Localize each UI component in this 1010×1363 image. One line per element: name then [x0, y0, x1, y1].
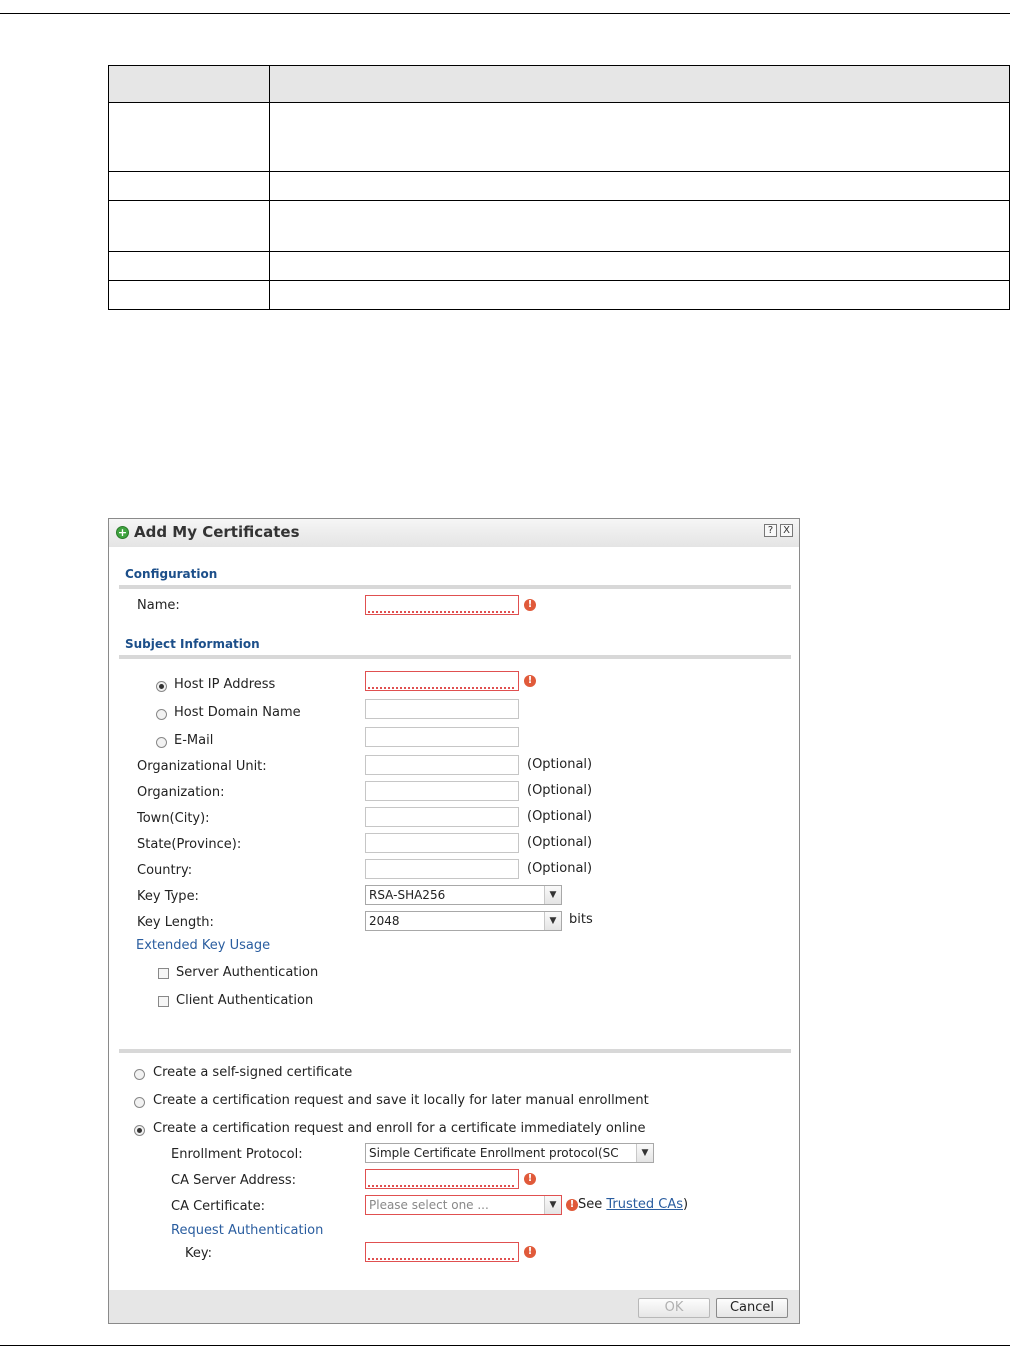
required-warning-icon: !	[524, 675, 536, 687]
self-signed-radio[interactable]	[134, 1069, 145, 1080]
host-ip-input[interactable]	[365, 671, 519, 691]
enrollment-protocol-select[interactable]	[365, 1143, 654, 1163]
page-header-rule	[0, 13, 1010, 14]
cancel-button[interactable]: Cancel	[716, 1298, 788, 1318]
table-row	[109, 252, 1010, 281]
table-header-row	[109, 66, 1010, 103]
required-warning-icon: !	[524, 1246, 536, 1258]
enroll-online-radio[interactable]	[134, 1125, 145, 1136]
required-warning-icon: !	[524, 1173, 536, 1185]
ca-certificate-placeholder: Please select one ...	[369, 1198, 489, 1212]
key-length-select[interactable]	[365, 911, 562, 931]
ca-certificate-label: CA Certificate:	[171, 1199, 266, 1214]
dialog-footer	[109, 1290, 799, 1324]
host-domain-label: Host Domain Name	[174, 705, 301, 720]
chevron-down-icon: ▼	[544, 1196, 561, 1214]
ok-button[interactable]: OK	[638, 1298, 710, 1318]
request-authentication-label: Request Authentication	[171, 1223, 324, 1238]
close-paren: )	[683, 1197, 689, 1212]
save-locally-radio[interactable]	[134, 1097, 145, 1108]
enroll-online-label: Create a certification request and enroll for a certificate immediately online	[153, 1121, 646, 1136]
help-icon[interactable]: ?	[764, 524, 777, 537]
bits-label: bits	[569, 912, 593, 927]
extended-key-usage-label: Extended Key Usage	[136, 938, 271, 953]
key-length-value: 2048	[369, 914, 400, 928]
enrollment-protocol-value: Simple Certificate Enrollment protocol(SC	[369, 1146, 619, 1160]
email-input[interactable]	[365, 727, 519, 747]
dialog-title: Add My Certificates	[134, 523, 300, 541]
name-label: Name:	[137, 598, 180, 613]
org-unit-label: Organizational Unit:	[137, 759, 267, 774]
state-input[interactable]	[365, 833, 519, 853]
ca-server-label: CA Server Address:	[171, 1173, 297, 1188]
required-warning-icon: !	[524, 599, 536, 611]
table-row	[109, 103, 1010, 172]
trusted-cas-note	[578, 1197, 688, 1212]
page-footer-rule	[0, 1345, 1010, 1346]
optional-note: (Optional)	[527, 809, 593, 824]
state-label: State(Province):	[137, 837, 242, 852]
server-auth-label: Server Authentication	[176, 965, 319, 980]
table-row	[109, 201, 1010, 252]
host-domain-input[interactable]	[365, 699, 519, 719]
table-row	[109, 172, 1010, 201]
required-warning-icon: !	[566, 1199, 578, 1211]
chevron-down-icon: ▼	[636, 1144, 653, 1162]
optional-note: (Optional)	[527, 757, 593, 772]
town-label: Town(City):	[137, 811, 210, 826]
section-divider	[119, 585, 791, 589]
name-input[interactable]	[365, 595, 519, 615]
ca-server-input[interactable]	[365, 1169, 519, 1189]
client-auth-label: Client Authentication	[176, 993, 314, 1008]
trusted-cas-link[interactable]: Trusted CAs	[606, 1197, 684, 1212]
chevron-down-icon: ▼	[544, 886, 561, 904]
section-divider	[119, 1049, 791, 1053]
organization-label: Organization:	[137, 785, 225, 800]
key-type-label: Key Type:	[137, 889, 199, 904]
close-icon[interactable]: X	[780, 524, 793, 537]
host-ip-label: Host IP Address	[174, 677, 276, 692]
key-input[interactable]	[365, 1242, 519, 1262]
save-locally-label: Create a certification request and save it locally for later manual enrollment	[153, 1093, 649, 1108]
host-ip-radio[interactable]	[156, 681, 167, 692]
client-auth-checkbox[interactable]	[158, 996, 169, 1007]
ca-certificate-select[interactable]	[365, 1195, 562, 1215]
organization-input[interactable]	[365, 781, 519, 801]
key-type-value: RSA-SHA256	[369, 888, 446, 902]
town-input[interactable]	[365, 807, 519, 827]
dialog-title-bar	[109, 519, 799, 547]
optional-note: (Optional)	[527, 835, 593, 850]
server-auth-checkbox[interactable]	[158, 968, 169, 979]
country-label: Country:	[137, 863, 193, 878]
country-input[interactable]	[365, 859, 519, 879]
key-label: Key:	[185, 1246, 213, 1261]
add-circle-icon: +	[117, 526, 128, 539]
host-domain-radio[interactable]	[156, 709, 167, 720]
table-row	[109, 281, 1010, 310]
optional-note: (Optional)	[527, 861, 593, 876]
optional-note: (Optional)	[527, 783, 593, 798]
section-configuration: Configuration	[125, 567, 218, 581]
key-length-label: Key Length:	[137, 915, 214, 930]
self-signed-label: Create a self-signed certificate	[153, 1065, 353, 1080]
reference-table	[108, 65, 1010, 310]
enrollment-protocol-label: Enrollment Protocol:	[171, 1147, 303, 1162]
email-label: E-Mail	[174, 733, 214, 748]
key-type-select[interactable]	[365, 885, 562, 905]
email-radio[interactable]	[156, 737, 167, 748]
see-text: See	[578, 1197, 607, 1212]
section-subject-information: Subject Information	[125, 637, 260, 651]
add-my-certificates-dialog	[108, 518, 800, 1324]
section-divider	[119, 655, 791, 659]
chevron-down-icon: ▼	[544, 912, 561, 930]
org-unit-input[interactable]	[365, 755, 519, 775]
